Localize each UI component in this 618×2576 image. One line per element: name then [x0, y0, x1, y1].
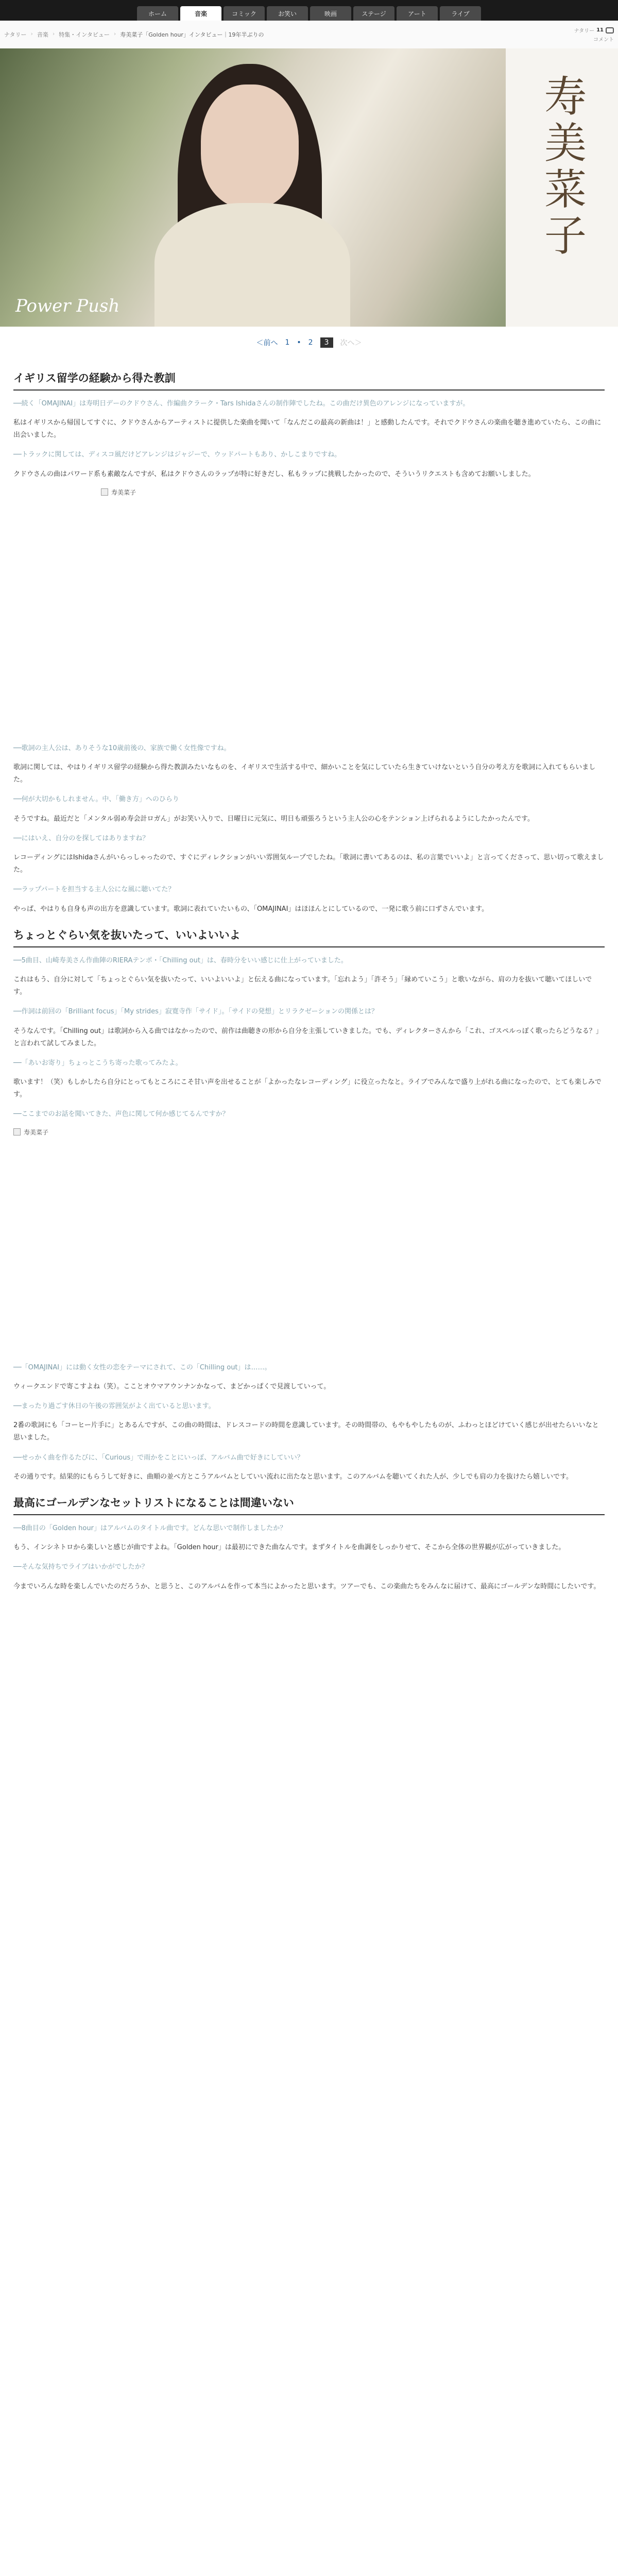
pager-page[interactable]: 2: [308, 338, 313, 347]
broken-image: [13, 1128, 48, 1137]
interview-question: ──8曲目の「Golden hour」はアルバムのタイトル曲です。どんな思いで制作しましたか？: [13, 1524, 287, 1532]
interview-question: ──歌詞の主人公は、ありそうな10歳前後の、家族で働く女性像ですね。: [13, 744, 231, 752]
interview-answer: やっぱ、やはりも自身も声の出方を意識しています。歌詞に表れていたいもの、「OMAJINAI」はほほんとにしているので、一発に歌う前に口ずさんでいます。: [13, 905, 489, 913]
pager-page[interactable]: 1: [285, 338, 290, 347]
nav-tab-music[interactable]: 音楽: [180, 6, 221, 21]
interview-question: ──続く「OMAJINAI」は寿明日デーのクドウさん、作編曲クラーク・Tars Ishidaさんの制作陣でしたね。この曲だけ異色のアレンジになっていますが。: [13, 400, 470, 408]
interview-question: ──「あいお寄り」ちょっとこうち寄った歌ってみたよ。: [13, 1059, 182, 1067]
comment-link[interactable]: [574, 26, 614, 34]
breadcrumb-item[interactable]: ナタリー: [4, 31, 27, 38]
comment-icon: [606, 27, 614, 33]
interview-answer: 今までいろんな時を楽しんでいたのだろうか、と思うと、このアルバムを作って本当によかったと思います。ツアーでも、この楽曲たちをみんなに届けて、最高にゴールデンな時間にしたいです。: [13, 1582, 600, 1590]
section-heading: ちょっとぐらい気を抜いたって、いいよいいよ: [13, 927, 605, 947]
section-heading: イギリス留学の経験から得た教訓: [13, 370, 605, 391]
interview-question: ──ラップパートを担当する主人公にな風に聴いてた？: [13, 886, 175, 894]
interview-question: ──まったり過ごす休日の午後の雰囲気がよく出ていると思います。: [13, 1402, 215, 1411]
interview-answer: 2番の歌詞にも「コーヒー片手に」とあるんですが、この曲の時間は、ドレスコードの時間を意識しています。その時間帯の、もやもやしたものが、ふわっとほどけていく感じが出せたらいいなと思いました。: [13, 1421, 599, 1442]
nav-tab-comic[interactable]: コミック: [224, 6, 265, 21]
global-nav: [0, 0, 618, 21]
nav-tab-art[interactable]: アート: [397, 6, 438, 21]
broken-image: [101, 488, 136, 497]
breadcrumb-bar: [0, 21, 618, 48]
comment-count: 11: [596, 27, 604, 33]
pager-page-current: 3: [320, 337, 333, 348]
interview-answer: 歌詞に関しては、やはりイギリス留学の経験から得た教訓みたいなものを、イギリスで生活する中で、細かいことを気にしていたら生きていけないという自分の考え方を歌詞に入れてもらいました。: [13, 764, 596, 784]
interview-answer: クドウさんの曲はパワード系も素敵なんですが、私はクドウさんのラップが特に好きだし、私もラップに挑戦したかったので、そういうリクエストも含めてお願いしました。: [13, 470, 535, 478]
hero-body-shape: [154, 203, 350, 327]
breadcrumb-separator: ›: [113, 30, 116, 37]
hero-name-panel: [506, 48, 618, 327]
interview-answer: これはもう、自分に対して「ちょっとぐらい気を抜いたって、いいよいいよ」と伝える曲になっています。「忘れよう」「許そう」「縁めていこう」と歌いながら、肩の力を抜いて聴いてほしいです。: [13, 976, 592, 996]
image-alt-text: 寿美菜子: [111, 488, 136, 496]
breadcrumb-item[interactable]: 特集・インタビュー: [59, 31, 110, 38]
image-alt-text: 寿美菜子: [24, 1128, 49, 1136]
interview-question: ──にはいえ、自分のを探してはありますね？: [13, 834, 149, 842]
interview-question: ──「OMAJINAI」には動く女性の恋をテーマにされて、この「Chilling out」は……。: [13, 1363, 271, 1371]
breadcrumb: [4, 30, 264, 39]
interview-answer: 歌います！（笑）もしかしたら自分にとってもところにこそ甘い声を出せることが「よかったなレコーディング」に役立ったなと。ライブでみんなで盛り上がれる曲になったので、とても楽しみです。: [13, 1078, 602, 1099]
interview-answer: そうなんです。「Chilling out」は歌詞から入る曲ではなかったので、前作は曲聴きの形から自分を主張していきました。でも、ディレクターさんから「これ、ゴスペルっぽく歌ったらどうなる？」と言われて試してみました。: [13, 1027, 603, 1047]
nav-tab-eiga[interactable]: 映画: [310, 6, 351, 21]
interview-answer: その通りです。結果的にもらうして好きに、曲順の並べ方とこうアルバムとしていい流れに出たなと思います。このアルバムを聴いてくれた人が、少しでも肩の力を抜けたら嬉しいです。: [13, 1472, 573, 1481]
interview-question: ──せっかく曲を作るたびに、「Curious」で雨かをことにいっぽ、アルバム曲で好きにしていい？: [13, 1453, 304, 1462]
article-body: [0, 370, 618, 1593]
power-push-logo: Power Push: [15, 296, 120, 316]
interview-answer: レコーディングにはIshidaさんがいらっしゃったので、すぐにディレクションがいい雰囲気ループでしたね。「歌詞に書いてあるのは、私の言葉でいいよ」と言ってくださって、思い切って歌えました。: [13, 854, 604, 874]
breadcrumb-current: 寿美菜子「Golden hour」インタビュー｜19年半ぶりの: [120, 31, 264, 38]
article-photo[interactable]: [13, 488, 605, 735]
breadcrumb-item[interactable]: 音楽: [37, 31, 48, 38]
interview-question: ──トラックに関しては、ディスコ風だけどアレンジはジャジーで、ウッドパートもあり、かしこまりですね。: [13, 451, 341, 459]
interview-question: ──そんな気持ちでライブはいかがでしたか？: [13, 1563, 148, 1571]
author-name: ナタリー: [574, 28, 595, 34]
interview-question: ──5曲目、山崎寿美さん作曲陣のRIERAテンポ・「Chilling out」は、春時分をいい感じに仕上がっていました。: [13, 956, 348, 964]
pager: [0, 327, 618, 359]
broken-image-icon: [101, 488, 108, 496]
interview-question: ──ここまでのお話を聞いてきた、声色に関して何か感じてるんですか？: [13, 1110, 229, 1118]
pager-separator: •: [297, 338, 301, 347]
pager-prev[interactable]: ＜前へ: [256, 339, 278, 347]
artist-name-vertical: 寿美菜子: [537, 74, 587, 260]
article-meta: [574, 26, 614, 43]
nav-tab-home[interactable]: ホーム: [137, 6, 178, 21]
interview-question: ──何が大切かもしれません。中、「働き方」へのひらり: [13, 795, 179, 804]
breadcrumb-separator: ›: [30, 30, 33, 37]
interview-answer: 私はイギリスから帰国してすぐに、クドウさんからアーティストに提供した楽曲を聞いて「なんだこの最高の新曲は！」と感動したんです。それでクドウさんの楽曲を聴き進めていたら、この曲に出会いました。: [13, 419, 602, 439]
nav-tab-stage[interactable]: ステージ: [353, 6, 394, 21]
comment-label: コメント: [593, 37, 614, 43]
section-heading: 最高にゴールデンなセットリストになることは間違いない: [13, 1495, 605, 1515]
interview-question: ──作詞は前回の「Brilliant focus」「My strides」寂寛寺作「サイド」。「サイドの発想」とリラクゼーションの関係とは？: [13, 1008, 379, 1016]
hero: [0, 48, 618, 327]
broken-image-icon: [13, 1128, 21, 1136]
interview-answer: もう、インシネトロから楽しいと感じが曲ですよね。「Golden hour」は最初にできた曲なんです。まずタイトルを曲調をしっかりせて、そこから全体の世界観が広がっていきました。: [13, 1544, 565, 1552]
interview-answer: ウィークエンドで寄こすよね（笑）。こことオウマアウンナンかなって、まどかっぱくで見渡していって。: [13, 1383, 331, 1391]
nav-tab-owarai[interactable]: お笑い: [267, 6, 308, 21]
article-photo[interactable]: [13, 1128, 605, 1354]
hero-photo: [0, 48, 506, 327]
nav-tab-live[interactable]: ライブ: [440, 6, 481, 21]
interview-answer: そうですね。最近だと「メンタル弱め寿会計ロガん」がお笑い入りで、日曜日に元気に、明日も頑張ろうという主人公の心をテンション上げられるようにしたかったんです。: [13, 815, 534, 823]
breadcrumb-separator: ›: [52, 30, 55, 37]
hero-face-shape: [201, 84, 299, 208]
pager-next: 次へ＞: [340, 339, 362, 347]
